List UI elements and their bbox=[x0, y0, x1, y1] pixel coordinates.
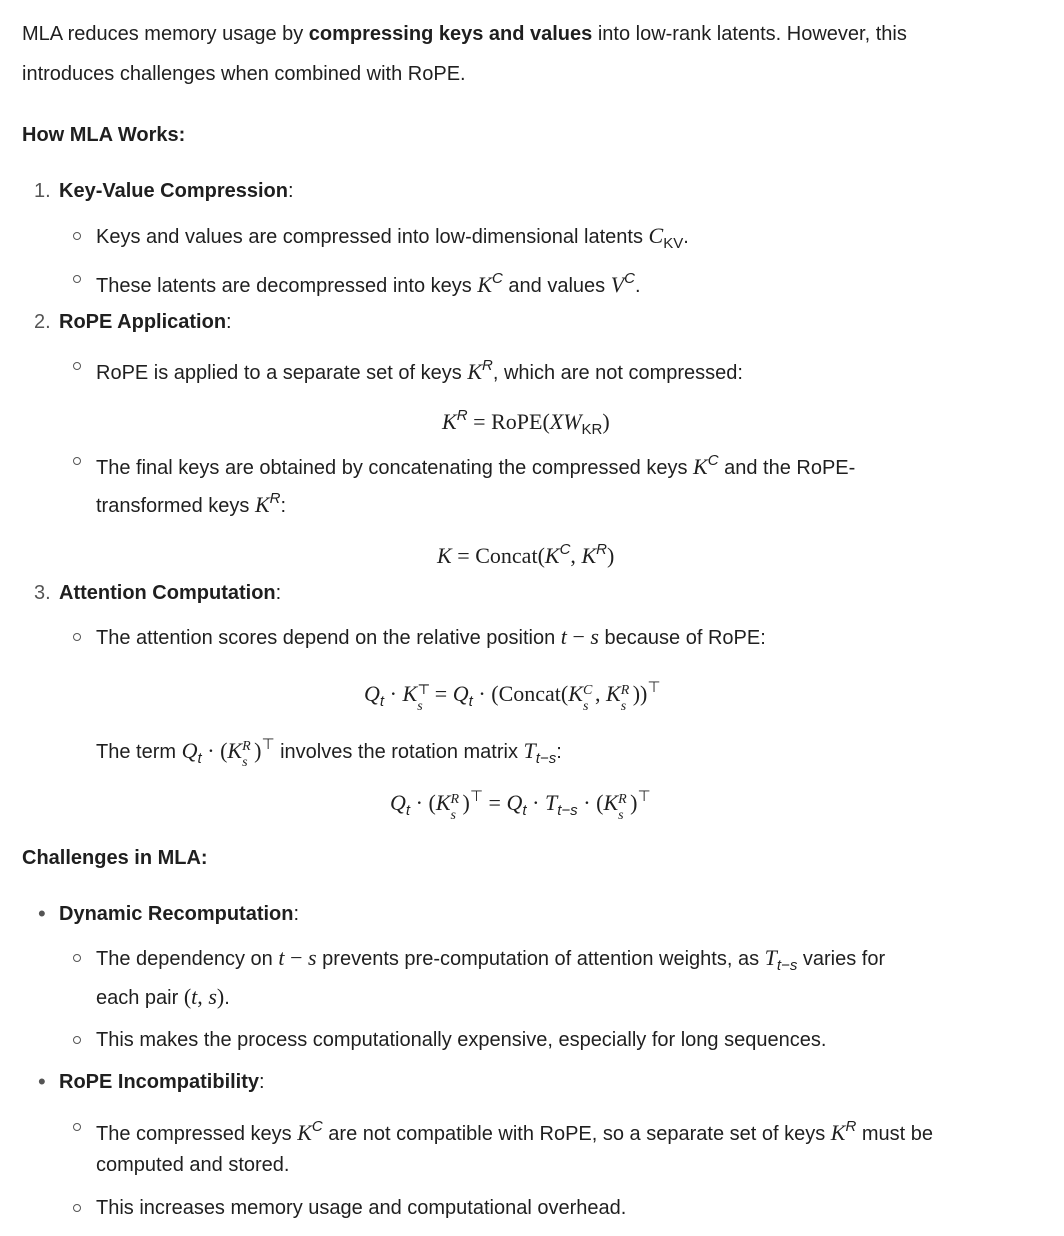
how-heading: How MLA Works: bbox=[22, 124, 186, 146]
equation-kr-rope: $K^R$ = $RoPE(XW_{KR})$ bbox=[442, 407, 610, 438]
bullet-disc-icon: • bbox=[38, 1069, 46, 1094]
step-1-bullet-2: These latents are decompressed into keys $K^C$ and values $V^C$. bbox=[96, 270, 641, 297]
bullet-circle-icon bbox=[73, 362, 81, 370]
bullet-circle-icon bbox=[73, 1204, 81, 1212]
challenge-2-sub-1-line-1: The compressed keys $K^C$ are not compatible with RoPE, so a separate set of keys $K^R$ must be bbox=[96, 1118, 934, 1145]
challenge-2-sub-2: This increases memory usage and computational overhead. bbox=[96, 1197, 627, 1219]
step-2-title: RoPE Application bbox=[59, 311, 227, 333]
equation-attention-score: $Q_t \cdot K$ ⊤ s = $Q_t$ · (Concat(K C s , K R s ))⊤ bbox=[364, 679, 661, 714]
step-3-term-line: The term $Q_t \cdot (K$ R s )⊤ involves the rotation matrix $T_{t-s}$: bbox=[96, 736, 562, 770]
intro-line-1: MLA reduces memory usage by compressing keys and values into low-rank latents. However, this bbox=[22, 23, 907, 45]
bullet-circle-icon bbox=[73, 232, 81, 240]
challenge-1-sub-2: This makes the process computationally expensive, especially for long sequences. bbox=[96, 1029, 827, 1051]
bullet-circle-icon bbox=[73, 457, 81, 465]
bullet-circle-icon bbox=[73, 1123, 81, 1131]
challenges-heading: Challenges in MLA: bbox=[22, 847, 208, 869]
equation-rotation: $Q_t \cdot (K$ R s )$^⊤ = Q_t \cdot T_{t-s} \cdot (K$ R s )⊤ bbox=[390, 788, 651, 823]
bullet-circle-icon bbox=[73, 954, 81, 962]
step-2-bullet-2-line-2: transformed keys $K^R$: bbox=[96, 490, 287, 517]
bullet-circle-icon bbox=[73, 275, 81, 283]
bullet-disc-icon: • bbox=[38, 901, 46, 926]
step-1-number: 1. bbox=[34, 180, 51, 202]
step-2-bullet-2-line-1: The final keys are obtained by concatenating the compressed keys $K^C$ and the RoPE- bbox=[96, 452, 856, 479]
step-1-bullet-1: Keys and values are compressed into low-dimensional latents $C_{KV}$. bbox=[96, 223, 689, 252]
challenge-2-title: RoPE Incompatibility bbox=[59, 1071, 260, 1093]
challenge-1-sub-1-line-2: each pair (t, s). bbox=[96, 984, 230, 1009]
step-3-number: 3. bbox=[34, 582, 51, 604]
equation-k-concat: $K = Concat(K^C$, $K^R$) bbox=[437, 541, 615, 568]
bullet-circle-icon bbox=[73, 633, 81, 641]
step-3-bullet-1: The attention scores depend on the relative position t − s because of RoPE: bbox=[96, 624, 766, 649]
challenge-1-sub-1-line-1: The dependency on t − s prevents pre-computation of attention weights, as $T_{t-s}$ varies for bbox=[96, 945, 886, 974]
document: MLA reduces memory usage by compressing keys and values into low-rank latents. However, this introduces challenges when combined with RoPE. How MLA Works: 1. Key-Value Compression: Keys and values are compressed into low-dimensional latents $C_{KV}$. These latents are decompressed into keys $K^C$ and values $V^C$. 2. RoPE Application: RoPE is applied to a separate set of keys $K^R$, which are not compressed: $K^R$ = $RoPE(XW_{KR})$ The final keys are obtained by concatenating the compressed keys $K^C$ and the RoPE- transformed keys $K^R$: $K = Concat(K^C$, $K^R$) 3. Attention Computation: The attention scores depend on the relative position t − s because of RoPE: $Q_t \cdot K$ ⊤ s = $Q_t$ · (Concat(K C s , K R s ))⊤ The term $Q_t \cdot (K$ R s )⊤ involves the rotation matrix $T_{t-s}$: $Q_t \cdot (K$ R s )$^⊤ = Q_t \cdot T_{t-s} \cdot (K$ R s )⊤ Challenges in MLA: • Dynamic Recomputation: The dependency on t − s prevents pre-computation of attention weights, as $T_{t-s}$ varies for each pair (t, s). This makes the process computationally expensive, especially for long sequences. • RoPE Incompatibility: The compressed keys $K^C$ are not compatible with RoPE, so a separate set of keys $K^R$ must be computed and stored. This increases memory usage and computational overhead. bbox=[22, 23, 934, 1219]
challenge-1-title: Dynamic Recomputation bbox=[59, 903, 294, 925]
step-2-bullet-1: RoPE is applied to a separate set of keys $K^R$, which are not compressed: bbox=[96, 357, 743, 384]
step-1-title: Key-Value Compression bbox=[59, 180, 288, 202]
step-3-title: Attention Computation bbox=[59, 582, 276, 604]
challenge-2-sub-1-line-2: computed and stored. bbox=[96, 1154, 290, 1176]
intro-line-2: introduces challenges when combined with RoPE. bbox=[22, 63, 466, 85]
step-2-number: 2. bbox=[34, 311, 51, 333]
bullet-circle-icon bbox=[73, 1036, 81, 1044]
intro-bold: compressing keys and values bbox=[308, 23, 593, 45]
